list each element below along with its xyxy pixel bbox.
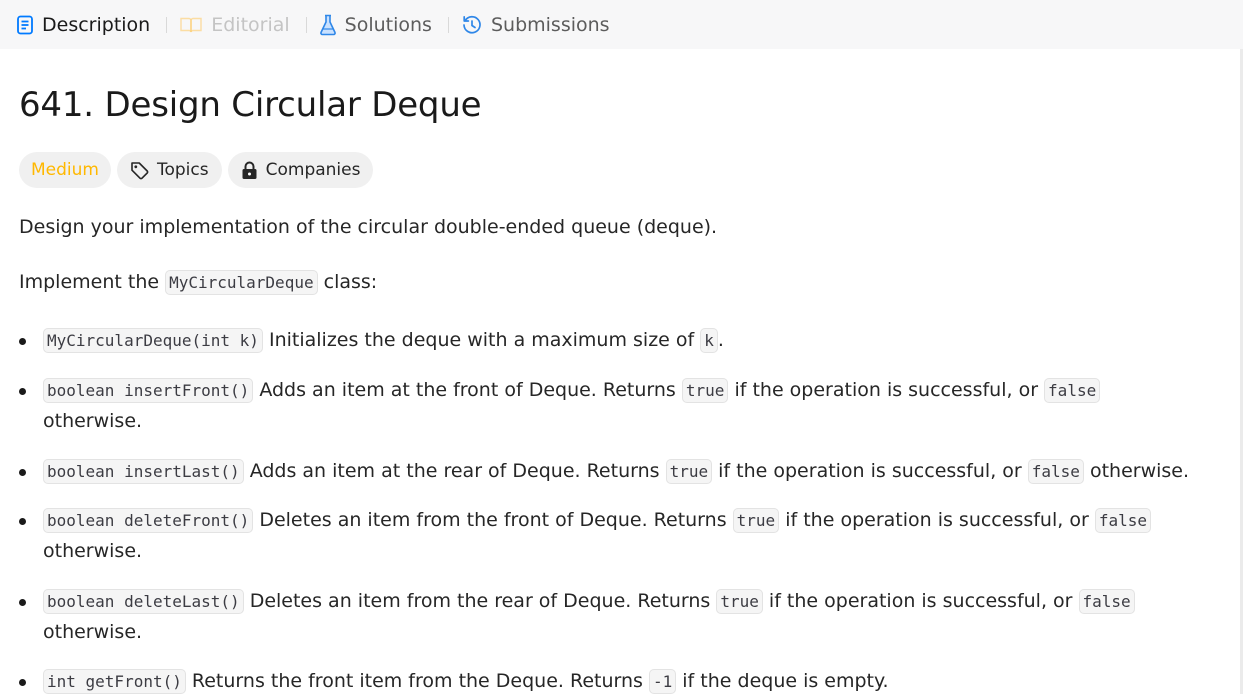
method-text: otherwise.: [43, 410, 143, 432]
list-item: [19, 375, 1199, 437]
companies-button[interactable]: [228, 152, 374, 188]
class-name-code: MyCircularDeque: [165, 270, 318, 295]
inline-code: -1: [649, 669, 676, 694]
bullet: [19, 679, 26, 686]
tab-submissions[interactable]: [461, 0, 610, 49]
bullet: [19, 338, 26, 345]
flask-icon: [319, 14, 337, 36]
method-text: Adds an item at the rear of Deque. Returns: [243, 460, 666, 482]
method-signature: int getFront(): [43, 669, 186, 694]
method-signature: MyCircularDeque(int k): [43, 328, 263, 353]
inline-code: true: [733, 508, 780, 533]
method-signature: boolean insertFront(): [43, 378, 253, 403]
problem-title: 641. Design Circular Deque: [19, 85, 482, 125]
method-text: otherwise.: [43, 540, 143, 562]
tab-divider: [166, 17, 167, 33]
tab-bar: [0, 0, 1243, 49]
bullet: [19, 599, 26, 606]
inline-code: false: [1044, 378, 1100, 403]
bullet: [19, 388, 26, 395]
method-text: if the operation is successful, or: [728, 379, 1045, 401]
inline-code: false: [1028, 459, 1084, 484]
companies-label: Companies: [265, 160, 361, 180]
inline-code: true: [682, 378, 729, 403]
tab-solutions-label: Solutions: [344, 13, 432, 36]
bullet: [19, 518, 26, 525]
list-item: [19, 666, 1199, 697]
intro-paragraph: Design your implementation of the circular double-ended queue (deque).: [19, 216, 718, 238]
tab-divider: [306, 17, 307, 33]
implement-paragraph: [19, 271, 377, 293]
tab-editorial-label: Editorial: [211, 13, 290, 36]
tab-editorial[interactable]: [179, 0, 289, 49]
lock-icon: [241, 161, 258, 180]
topics-label: Topics: [156, 160, 209, 180]
inline-code: false: [1079, 589, 1135, 614]
method-text: Returns the front item from the Deque. Returns: [185, 670, 649, 692]
problem-tags: [19, 152, 373, 188]
implement-suffix: class:: [317, 271, 378, 293]
method-text: .: [717, 329, 724, 351]
tab-description-label: Description: [42, 13, 151, 36]
inline-code: true: [716, 589, 763, 614]
method-text: Deletes an item from the rear of Deque. Returns: [243, 590, 717, 612]
method-text: otherwise.: [1083, 460, 1190, 482]
book-icon: [179, 16, 203, 34]
inline-code: true: [666, 459, 713, 484]
method-text: Adds an item at the front of Deque. Returns: [253, 379, 682, 401]
tab-divider: [448, 17, 449, 33]
method-signature: boolean insertLast(): [43, 459, 244, 484]
bullet: [19, 469, 26, 476]
method-text: Deletes an item from the front of Deque. Returns: [253, 509, 733, 531]
method-text: Initializes the deque with a maximum size of: [262, 329, 701, 351]
method-text: if the deque is empty.: [676, 670, 889, 692]
topics-button[interactable]: [117, 152, 222, 188]
tab-solutions[interactable]: [319, 0, 432, 49]
method-signature: boolean deleteLast(): [43, 589, 244, 614]
tab-description[interactable]: [16, 0, 150, 49]
document-icon: [16, 15, 34, 35]
inline-code: k: [700, 328, 718, 353]
method-text: otherwise.: [43, 621, 143, 643]
method-text: if the operation is successful, or: [762, 590, 1079, 612]
method-text: if the operation is successful, or: [712, 460, 1028, 482]
implement-prefix: Implement the: [19, 271, 166, 293]
method-signature: boolean deleteFront(): [43, 508, 253, 533]
list-item: [19, 505, 1199, 567]
tag-icon: [130, 161, 149, 180]
list-item: [19, 325, 1199, 356]
difficulty-badge: Medium: [19, 152, 111, 188]
list-item: [19, 456, 1199, 487]
history-icon: [461, 14, 483, 36]
tab-submissions-label: Submissions: [490, 13, 610, 36]
method-text: if the operation is successful, or: [779, 509, 1095, 531]
inline-code: false: [1095, 508, 1151, 533]
list-item: [19, 586, 1199, 648]
